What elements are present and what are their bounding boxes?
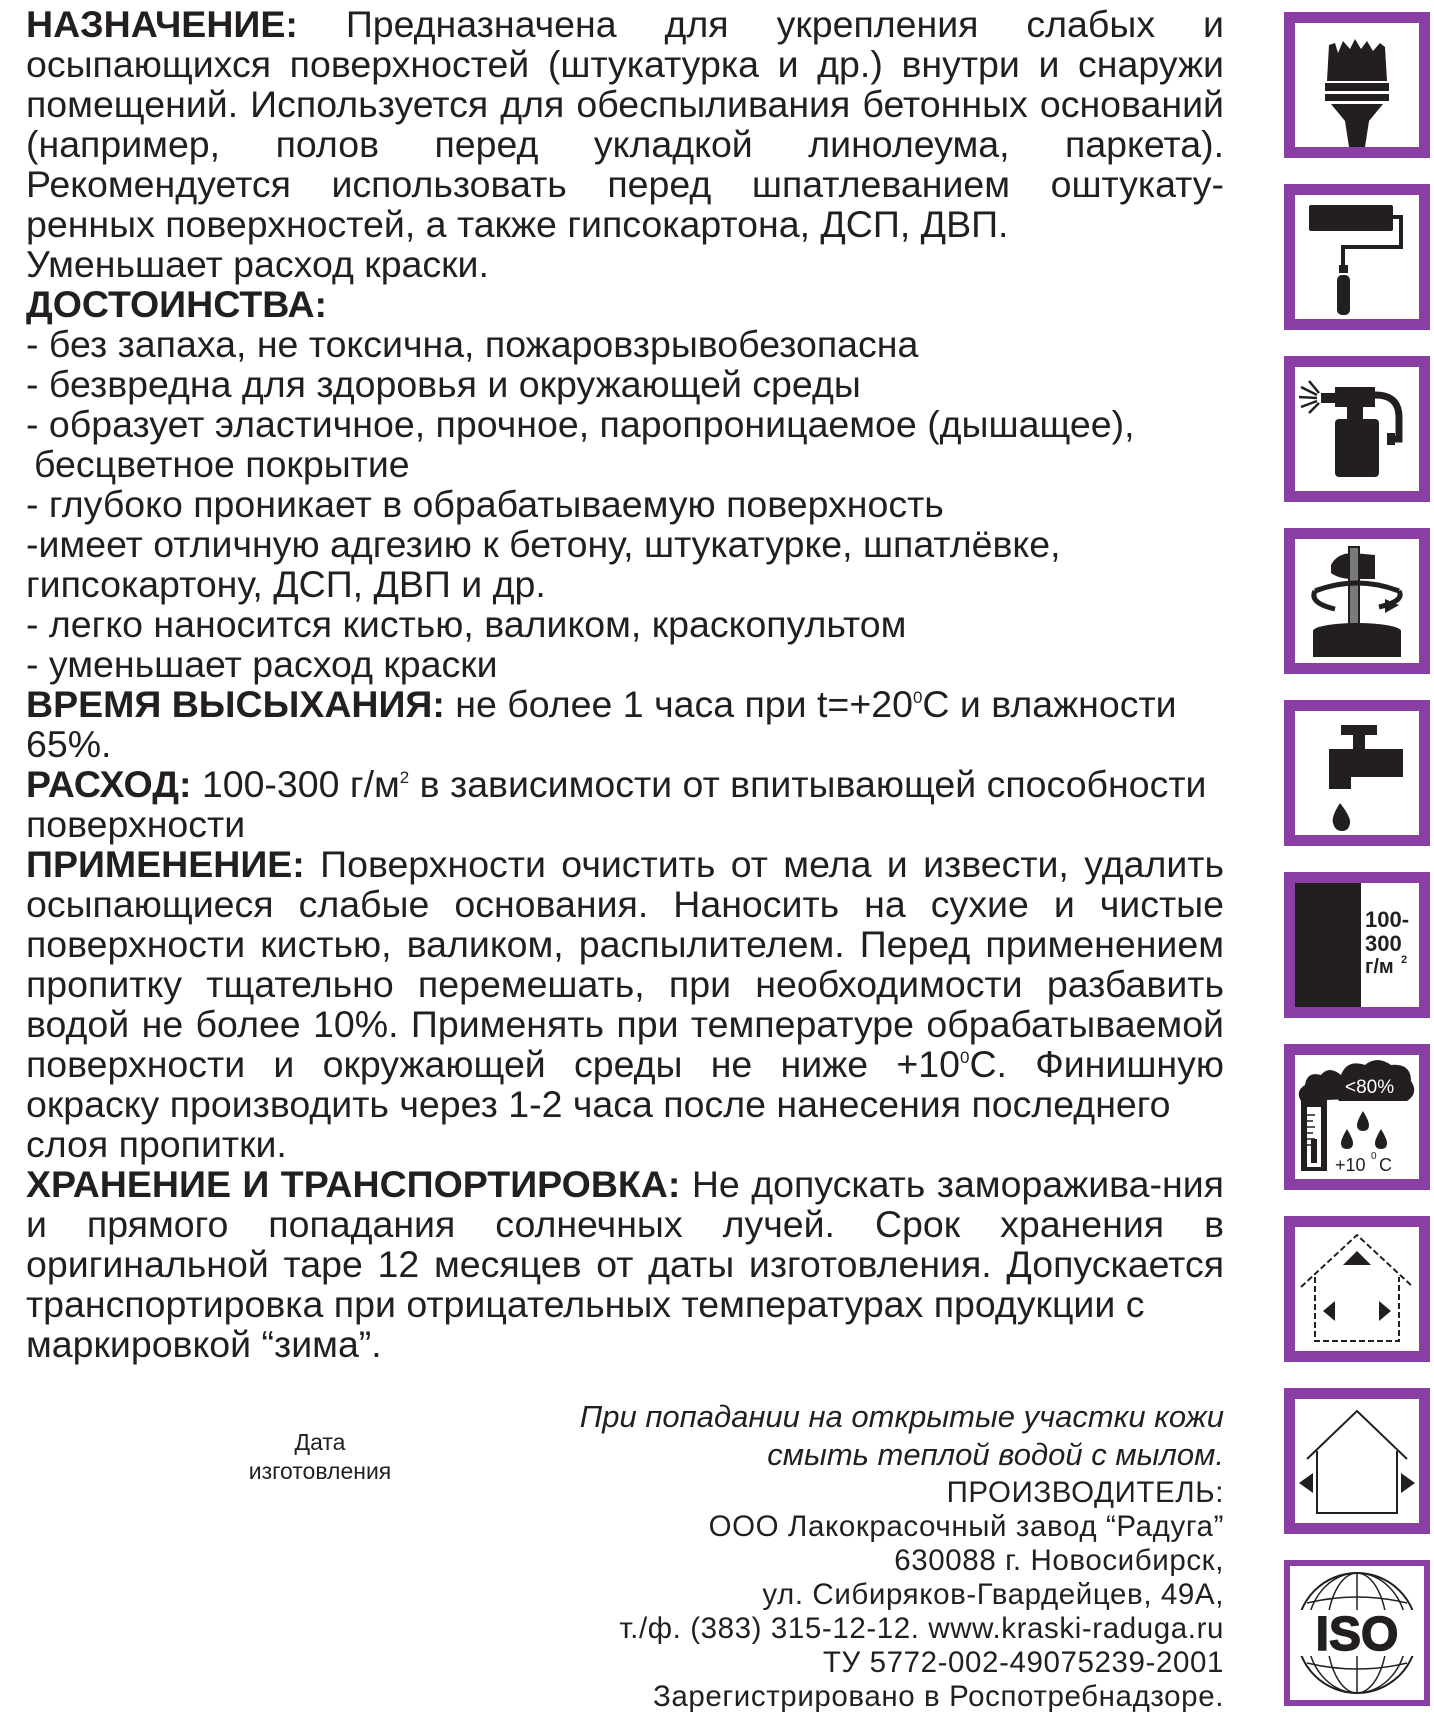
storage-last-line: маркировкой “зима”.	[26, 1323, 382, 1365]
advantage-item: - образует эластичное, прочное, паропроницаемое (дышащее),	[26, 403, 1135, 445]
application-paragraph: ПРИМЕНЕНИЕ: Поверхности очистить от мела и извести, удалить осыпающиеся слабые основания. Наносить на сухие и чистые поверхности кистью, валиком, распылителем. Перед применением пропитку тщательно перемешать, при необходимости разбавить водой не более 10%. Применять при температуре обрабатываемой поверхности и окружающей среды не ниже $+10^0С$. Финишную окраску производить через 1-2 часа после нанесения последнего	[26, 843, 1224, 1125]
water-tap-icon	[1284, 700, 1430, 846]
svg-text:C: C	[1379, 1155, 1392, 1175]
producer-contacts: т./ф. (383) 315-12-12. www.kraski-raduga.ru	[619, 1612, 1224, 1645]
stir-mix-icon	[1284, 528, 1430, 674]
purpose-last-line: Уменьшает расход краски.	[26, 243, 489, 285]
purpose-heading: НАЗНАЧЕНИЕ:	[26, 3, 298, 45]
manufacture-date-label: Дата изготовления	[248, 1429, 392, 1484]
advantage-item: бесцветное покрытие	[34, 443, 410, 485]
producer-street: ул. Сибиряков-Гвардейцев, 49А,	[762, 1578, 1224, 1611]
advantage-item: - уменьшает расход краски	[26, 643, 498, 685]
advantage-item: - без запаха, не токсична, пожаровзрывобезопасна	[26, 323, 919, 365]
advantage-adhesion: -имеет отличную адгезию к бетону, штукатурке, шпатлёвке,	[26, 523, 1061, 565]
brush-icon	[1284, 12, 1430, 158]
climate-conditions-icon	[1284, 1044, 1430, 1190]
producer-registration: Зарегистрировано в Роспотребнадзоре.	[652, 1680, 1224, 1713]
advantage-item: - легко наносится кистью, валиком, краскопультом	[26, 603, 907, 645]
skin-warning: При попадании на открытые участки кожи смыть теплой водой с мылом.	[579, 1399, 1224, 1472]
iso-mark-text: ISO	[1315, 1608, 1399, 1661]
advantage-item: - глубоко проникает в обрабатываемую поверхность	[26, 483, 944, 525]
advantage-adhesion-last: гипсокартону, ДСП, ДВП и др.	[26, 563, 546, 605]
producer-info	[424, 1476, 1224, 1714]
humidity-label: <80%	[1345, 1077, 1395, 1098]
producer-city: 630088 г. Новосибирск,	[894, 1544, 1224, 1577]
advantage-item: - безвредна для здоровья и окружающей среды	[26, 363, 861, 405]
producer-heading: ПРОИЗВОДИТЕЛЬ:	[946, 1476, 1224, 1509]
iso-certification-icon	[1284, 1560, 1430, 1706]
interior-use-icon	[1284, 1216, 1430, 1362]
consumption-last-line: поверхности	[26, 803, 246, 845]
purpose-paragraph	[26, 4, 1224, 244]
exterior-use-icon	[1284, 1388, 1430, 1534]
temperature-label: +10	[1335, 1155, 1366, 1175]
consumption-paragraph: РАСХОД: 100-300 $г/м^2$ в зависимости от впитывающей способности	[26, 763, 1207, 805]
drying-paragraph: ВРЕМЯ ВЫСЫХАНИЯ: не более 1 часа при $t=+20^0С$ и влажности	[26, 683, 1177, 725]
consumption-rate-icon	[1284, 872, 1430, 1018]
label-body	[26, 4, 1224, 1364]
consumption-icon-line2: 300	[1365, 931, 1402, 956]
consumption-heading: РАСХОД:	[26, 763, 192, 805]
paint-roller-icon	[1284, 184, 1430, 330]
consumption-icon-sup: 2	[1401, 954, 1408, 966]
consumption-icon-line3: г/м	[1365, 956, 1394, 978]
svg-text:0: 0	[1371, 1151, 1377, 1162]
spray-gun-icon	[1284, 356, 1430, 502]
application-last-line: слоя пропитки.	[26, 1123, 287, 1165]
producer-standard: ТУ 5772-002-49075239-2001	[822, 1646, 1224, 1679]
application-heading: ПРИМЕНЕНИЕ:	[26, 843, 305, 885]
producer-company: ООО Лакокрасочный завод “Радуга”	[708, 1510, 1224, 1543]
storage-paragraph: ХРАНЕНИЕ И ТРАНСПОРТИРОВКА: Не допускать заморажива-ния и прямого попадания солнечных лучей. Срок хранения в оригинальной таре 12 месяцев от даты изготовления. Допускается транспортировка при отрицательных температурах продукции с	[26, 1163, 1224, 1325]
consumption-icon-line1: 100-	[1365, 907, 1410, 932]
drying-heading: ВРЕМЯ ВЫСЫХАНИЯ:	[26, 683, 445, 725]
purpose-text: Предназначена для укрепления слабых и осыпающихся поверхностей (штукатурка и др.) внутри и снаружи помещений. Используется для обеспыливания бетонных оснований (например, полов перед укладкой линолеума, паркета). Рекомендуется использовать перед шпатлеванием оштукату-ренных поверхностей, а также гипсокартона, ДСП, ДВП.	[26, 3, 1224, 245]
advantages-heading: ДОСТОИНСТВА:	[26, 283, 328, 325]
drying-last-line: 65%.	[26, 723, 112, 765]
storage-heading: ХРАНЕНИЕ И ТРАНСПОРТИРОВКА:	[26, 1163, 681, 1205]
